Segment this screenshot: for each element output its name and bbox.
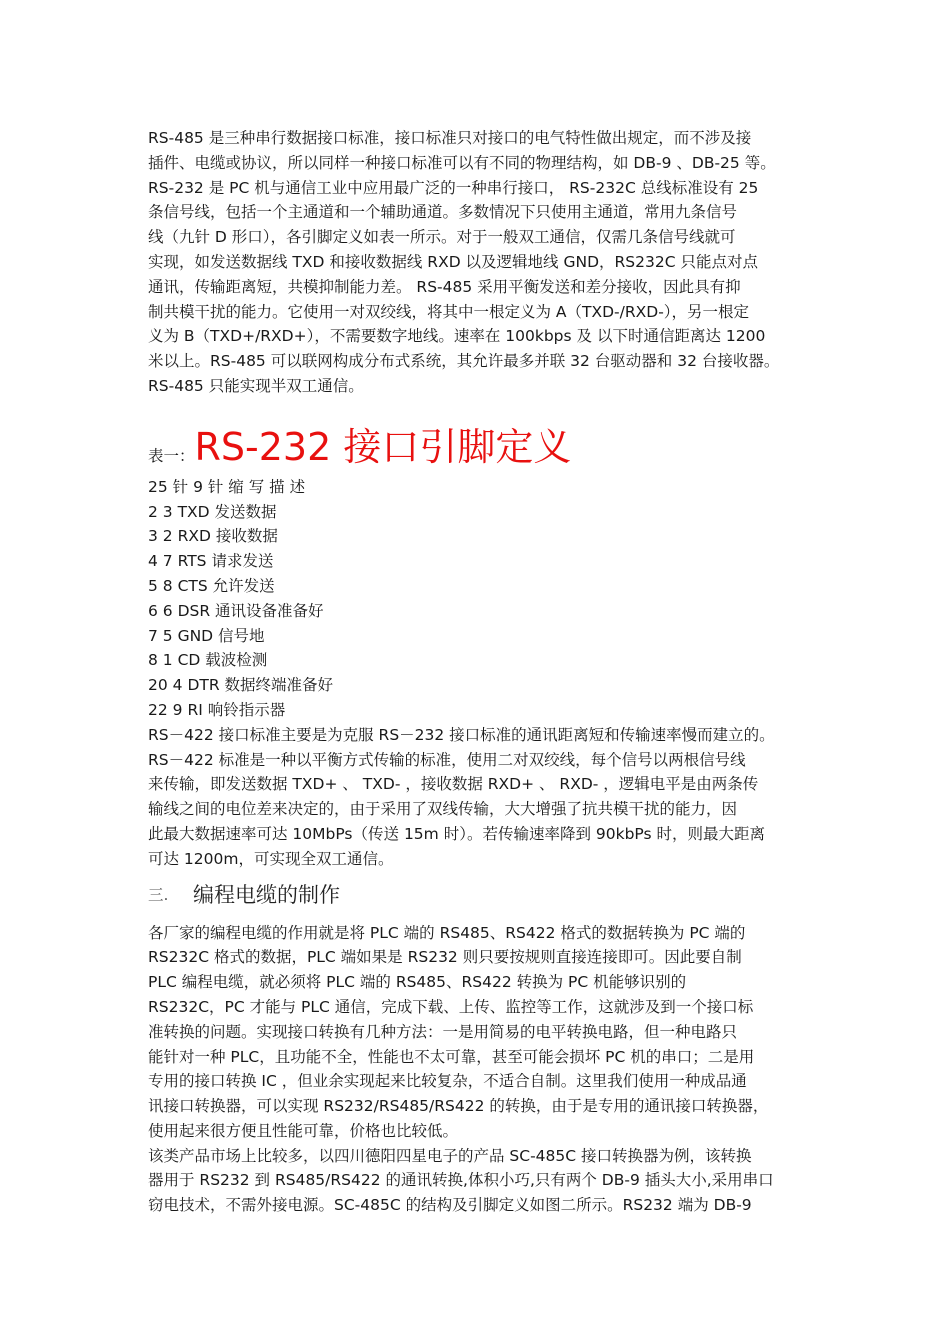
- paragraph-rs485-intro: [148, 126, 818, 399]
- table-row: 3 2 RXD 接收数据: [148, 527, 278, 546]
- text-line: RS-485 是三种串行数据接口标准，接口标准只对接口的电气特性做出规定，而不涉及接: [148, 129, 752, 147]
- table-prefix: 表一：: [148, 446, 195, 465]
- text-line: 窃电技术，不需外接电源。SC-485C 的结构及引脚定义如图二所示。RS232 端为 DB-9: [148, 1196, 752, 1215]
- table-header-row: 25 针 9 针 缩 写 描 述: [148, 477, 306, 496]
- text-line: 插件、电缆或协议，所以同样一种接口标准可以有不同的物理结构，如 DB-9 、DB-25 等。: [148, 153, 776, 172]
- text-line: 准转换的问题。实现接口转换有几种方法：一是用简易的电平转换电路，但一种电路只: [148, 1022, 738, 1041]
- text-line: 该类产品市场上比较多，以四川德阳四星电子的产品 SC-485C 接口转换器为例，该转换: [148, 1146, 752, 1165]
- text-line: RS-232 是 PC 机与通信工业中应用最广泛的一种串行接口， RS-232C 总线标准设有 25: [148, 178, 759, 197]
- table-row: 2 3 TXD 发送数据: [148, 502, 277, 521]
- text-line: 义为 B（TXD+/RXD+），不需要数字地线。速率在 100kbps 及 以下时通信距离达 1200: [148, 327, 766, 346]
- section-number: 三.: [148, 885, 169, 904]
- table-row: 22 9 RI 响铃指示器: [148, 700, 286, 719]
- text-line: 条信号线，包括一个主通道和一个辅助通道。多数情况下只使用主通道，常用九条信号: [148, 203, 738, 222]
- text-line: 使用起来很方便且性能可靠，价格也比较低。: [148, 1121, 459, 1140]
- table-row: 5 8 CTS 允许发送: [148, 576, 275, 595]
- text-line: RS－422 标准是一种以平衡方式传输的标准，使用二对双绞线，每个信号以两根信号线: [148, 750, 746, 769]
- text-line: 讯接口转换器，可以实现 RS232/RS485/RS422 的转换，由于是专用的通讯接口转换器，: [148, 1097, 769, 1116]
- table-heading: RS-232 接口引脚定义: [194, 424, 572, 469]
- text-line: RS232C 格式的数据，PLC 端如果是 RS232 则只要按规则直接连接即可。因此要自制: [148, 948, 742, 967]
- text-line: 输线之间的电位差来决定的，由于采用了双线传输，大大增强了抗共模干扰的能力，因: [148, 800, 738, 819]
- section-heading: [148, 876, 818, 914]
- table-row: 6 6 DSR 通讯设备准备好: [148, 601, 324, 620]
- text-line: 米以上。RS-485 可以联网构成分布式系统，其允许最多并联 32 台驱动器和 32 台接收器。: [148, 352, 780, 371]
- pin-definition-table: [148, 475, 818, 723]
- document-page: [148, 126, 818, 1218]
- text-line: 器用于 RS232 到 RS485/RS422 的通讯转换,体积小巧,只有两个 DB-9 插头大小,采用串口: [148, 1171, 774, 1190]
- text-line: 来传输，即发送数据 TXD+ 、 TXD- ，接收数据 RXD+ 、 RXD- ，逻辑电平是由两条传: [148, 775, 759, 794]
- table-row: 4 7 RTS 请求发送: [148, 552, 274, 571]
- text-line: 实现，如发送数据线 TXD 和接收数据线 RXD 以及逻辑地线 GND，RS232C 只能点对点: [148, 252, 758, 271]
- text-line: 此最大数据速率可达 10MbPs（传送 15m 时）。若传输速率降到 90kbPs 时，则最大距离: [148, 824, 765, 843]
- text-line: 各厂家的编程电缆的作用就是将 PLC 端的 RS485、RS422 格式的数据转换为 PC 端的: [148, 923, 746, 942]
- table-title: [148, 422, 818, 472]
- text-line: 可达 1200m，可实现全双工通信。: [148, 849, 394, 868]
- paragraph-cable: [148, 921, 818, 1219]
- text-line: 制共模干扰的能力。它使用一对双绞线，将其中一根定义为 A（TXD-/RXD-），另一根定: [148, 302, 750, 321]
- table-row: 7 5 GND 信号地: [148, 626, 265, 645]
- text-line: RS－422 接口标准主要是为克服 RS－232 接口标准的通讯距离短和传输速率慢而建立的。: [148, 725, 775, 744]
- section-title: 编程电缆的制作: [193, 882, 340, 907]
- text-line: 能针对一种 PLC，且功能不全，性能也不太可靠，甚至可能会损坏 PC 机的串口；二是用: [148, 1047, 755, 1066]
- text-line: PLC 编程电缆，就必须将 PLC 端的 RS485、RS422 转换为 PC 机能够识别的: [148, 973, 687, 992]
- text-line: 通讯，传输距离短，共模抑制能力差。 RS-485 采用平衡发送和差分接收，因此具有抑: [148, 277, 741, 296]
- text-line: 专用的接口转换 IC ，但业余实现起来比较复杂，不适合自制。这里我们使用一种成品通: [148, 1072, 747, 1091]
- text-line: 线（九针 D 形口），各引脚定义如表一所示。对于一般双工通信，仅需几条信号线就可: [148, 228, 736, 247]
- table-row: 8 1 CD 载波检测: [148, 651, 268, 670]
- text-line: RS-485 只能实现半双工通信。: [148, 376, 364, 395]
- text-line: RS232C，PC 才能与 PLC 通信，完成下载、上传、监控等工作，这就涉及到一个接口标: [148, 997, 754, 1016]
- paragraph-rs422: [148, 723, 818, 872]
- table-row: 20 4 DTR 数据终端准备好: [148, 676, 334, 695]
